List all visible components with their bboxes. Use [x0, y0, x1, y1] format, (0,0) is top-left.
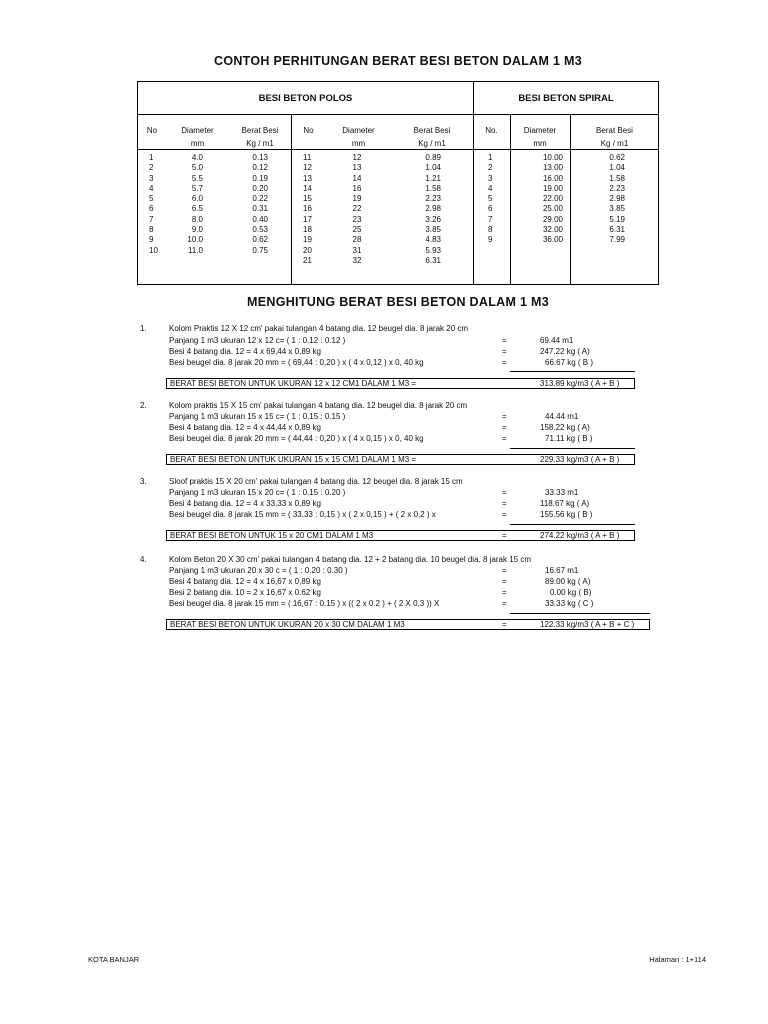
col-header-mm: mm [190, 139, 205, 148]
sum-line [510, 613, 650, 614]
calc-line: Panjang 1 m3 ukuran 20 x 30 c = ( 1 : 0.20 : 0.30 ) [169, 566, 348, 575]
equals-sign: = [502, 499, 507, 508]
result-label: BERAT BESI BETON UNTUK UKURAN 12 x 12 CM1 DALAM 1 M3 = [170, 379, 417, 388]
item-number: 3. [140, 477, 147, 486]
equals-sign: = [502, 336, 507, 345]
col-header-berat [229, 124, 291, 150]
result-box [166, 530, 635, 541]
item-heading: Sloof praktis 15 X 20 cm' pakai tulangan 4 batang dia. 12 beugel dia. 8 jarak 15 cm [169, 477, 463, 486]
item-heading: Kolom Praktis 12 X 12 cm' pakai tulangan 4 batang dia. 12 beugel dia. 8 jarak 20 cm [169, 324, 469, 333]
col-header-diameter [510, 124, 570, 150]
spiral-diameter-column: 10.00 13.00 16.00 19.00 22.00 25.00 29.00 32.00 36.00 [542, 153, 563, 245]
col-header-diameter-text: Diameter [523, 126, 557, 135]
calc-line: Panjang 1 m3 ukuran 15 x 15 c= ( 1 : 0.15 : 0.15 ) [169, 412, 346, 421]
sum-line [510, 448, 635, 449]
polos-diameter-column: 4.0 5.0 5.5 5.7 6.0 6.5 8.0 9.0 10.0 11.0 [187, 153, 203, 255]
result-value: 229.33 kg/m3 ( A + B ) [540, 455, 620, 464]
col-header-diameter-text: Diameter [181, 126, 214, 135]
calc-line: Besi 4 batang dia. 12 = 4 x 33,33 x 0,89 kg [169, 499, 321, 508]
polos-berat-column: 0.13 0.12 0.19 0.20 0.22 0.31 0.40 0.53 0.62 0.75 [252, 153, 268, 255]
col-header-berat [570, 124, 659, 150]
calc-value: 158.22 kg ( A) [540, 423, 590, 432]
col-header-diameter [326, 124, 391, 150]
equals-sign: = [502, 434, 507, 443]
sum-line [510, 524, 635, 525]
equals-sign: = [502, 577, 507, 586]
equals-sign: = [502, 531, 507, 540]
calc-value: 33.33 m1 [545, 488, 579, 497]
calc-value: 44.44 m1 [545, 412, 579, 421]
result-label: BERAT BESI BETON UNTUK UKURAN 20 x 30 CM DALAM 1 M3 [170, 620, 405, 629]
equals-sign: = [502, 566, 507, 575]
col-header-kgm: Kg / m1 [246, 139, 274, 148]
footer-location: KOTA BANJAR [88, 955, 140, 964]
calc-line: Besi 4 batang dia. 12 = 4 x 69,44 x 0,89 kg [169, 347, 321, 356]
col-header-berat [391, 124, 473, 150]
calc-value: 155.56 kg ( B ) [540, 510, 593, 519]
calc-value: 0.00 kg ( B) [550, 588, 592, 597]
steel-weight-table [137, 81, 659, 285]
calc-line: Panjang 1 m3 ukuran 15 x 20 c= ( 1 : 0.15 : 0.20 ) [169, 488, 346, 497]
equals-sign: = [502, 588, 507, 597]
sum-line [510, 371, 635, 372]
equals-sign: = [502, 423, 507, 432]
col-header-diameter-text: Diameter [342, 126, 375, 135]
calc-line: Besi beugel dia. 8 jarak 15 mm = ( 16,67 : 0.15 ) x (( 2 x 0.2 ) + ( 2 X 0,3 )) X [169, 599, 440, 608]
item-number: 2. [140, 401, 147, 410]
col-header-mm: mm [351, 139, 366, 148]
calc-value: 71.11 kg ( B ) [545, 434, 593, 443]
col-header-kgm: Kg / m1 [418, 139, 446, 148]
calc-line: Besi beugel dia. 8 jarak 15 mm = ( 33,33 : 0,15 ) x ( 2 x 0,15 ) + ( 2 x 0,2 ) x [169, 510, 436, 519]
equals-sign: = [502, 510, 507, 519]
col-header-kgm: Kg / m1 [600, 139, 629, 148]
result-label: BERAT BESI BETON UNTUK UKURAN 15 x 15 CM1 DALAM 1 M3 = [170, 455, 417, 464]
col-header-berat-text: Berat Besi [413, 126, 451, 135]
item-heading: Kolom Beton 20 X 30 cm' pakai tulangan 4 batang dia. 12 + 2 batang dia. 10 beugel dia. 8 jarak 15 cm [169, 555, 531, 564]
footer-page-number: Halaman : 1+114 [649, 955, 706, 964]
calc-value: 33.33 kg ( C ) [545, 599, 594, 608]
calc-value: 118.67 kg ( A) [540, 499, 590, 508]
polos-diameter-column: 12 13 14 16 19 22 23 25 28 31 32 [352, 153, 362, 265]
equals-sign: = [502, 620, 507, 629]
result-value: 274.22 kg/m3 ( A + B ) [540, 531, 620, 540]
section-title: MENGHITUNG BERAT BESI BETON DALAM 1 M3 [247, 295, 549, 309]
result-box [166, 454, 635, 465]
result-value: 122.33 kg/m3 ( A + B + C ) [540, 620, 635, 629]
calc-value: 16.67 m1 [545, 566, 579, 575]
equals-sign: = [502, 599, 507, 608]
calc-line: Besi 4 batang dia. 12 = 4 x 44,44 x 0,89 kg [169, 423, 321, 432]
table-divider [138, 114, 658, 115]
calc-value: 66.67 kg ( B ) [545, 358, 594, 367]
col-header-no: No. [485, 126, 498, 135]
equals-sign: = [502, 488, 507, 497]
calc-value: 89.00 kg ( A) [545, 577, 591, 586]
equals-sign: = [502, 358, 507, 367]
col-header-berat-text: Berat Besi [596, 126, 633, 135]
col-header-no: No [146, 126, 158, 135]
item-number: 4. [140, 555, 147, 564]
result-box [166, 378, 635, 389]
calc-value: 69.44 m1 [540, 336, 574, 345]
result-value: 313.89 kg/m3 ( A + B ) [540, 379, 620, 388]
calc-line: Besi beugel dia. 8 jarak 20 mm = ( 69,44 : 0,20 ) x ( 4 x 0,12 ) x 0, 40 kg [169, 358, 424, 367]
calc-line: Panjang 1 m3 ukuran 12 x 12 c= ( 1 : 0.12 : 0.12 ) [169, 336, 346, 345]
table-divider [473, 82, 474, 284]
equals-sign: = [502, 412, 507, 421]
col-header-no: No [303, 126, 314, 135]
table-divider [291, 114, 292, 284]
calc-line: Besi beugel dia. 8 jarak 20 mm = ( 44,44 : 0,20 ) x ( 4 x 0,15 ) x 0, 40 kg [169, 434, 424, 443]
polos-no-column: 1 2 3 4 5 6 7 8 9 10 [149, 153, 158, 255]
polos-berat-column: 0.89 1.04 1.21 1.58 2.23 2.98 3.26 3.85 4.83 5.93 6.31 [425, 153, 441, 265]
polos-header: BESI BETON POLOS [258, 93, 353, 104]
page-title: CONTOH PERHITUNGAN BERAT BESI BETON DALAM 1 M3 [214, 54, 582, 68]
calc-line: Besi 2 batang dia. 10 = 2 x 16,67 x 0.62 kg [169, 588, 321, 597]
col-header-mm: mm [533, 139, 547, 148]
item-number: 1. [140, 324, 147, 333]
spiral-no-column: 1 2 3 4 5 6 7 8 9 [488, 153, 493, 245]
col-header-berat-text: Berat Besi [241, 126, 279, 135]
result-label: BERAT BESI BETON UNTUK 15 x 20 CM1 DALAM 1 M3 [170, 531, 374, 540]
calc-value: 247.22 kg ( A) [540, 347, 590, 356]
calc-line: Besi 4 batang dia. 12 = 4 x 16,67 x 0,89 kg [169, 577, 321, 586]
col-header-diameter [166, 124, 229, 150]
equals-sign: = [502, 347, 507, 356]
spiral-header: BESI BETON SPIRAL [518, 93, 614, 104]
item-heading: Kolom praktis 15 X 15 cm' pakai tulangan 4 batang dia. 12 beugel dia. 8 jarak 20 cm [169, 401, 468, 410]
result-box [166, 619, 650, 630]
spiral-berat-column: 0.62 1.04 1.58 2.23 2.98 3.85 5.19 6.31 7.99 [609, 153, 625, 245]
polos-no-column: 11 12 13 14 15 16 17 18 19 20 21 [303, 153, 312, 265]
